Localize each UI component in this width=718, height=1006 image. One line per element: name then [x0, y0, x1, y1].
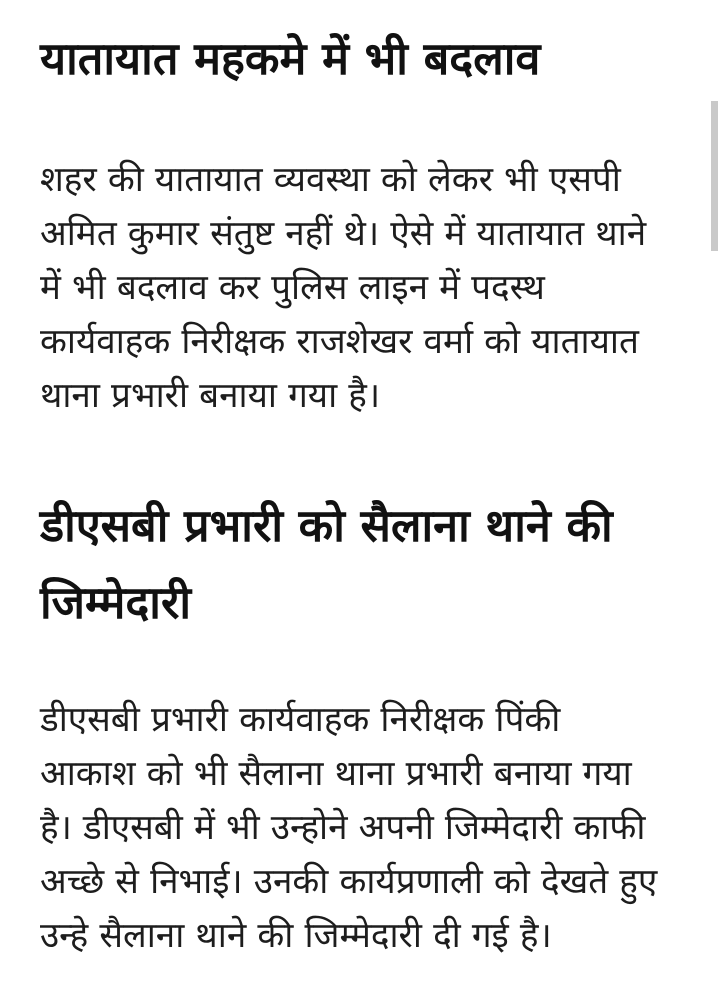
section-traffic-department [40, 20, 684, 423]
paragraph-line: अच्छे से निभाई। उनकी कार्यप्रणाली को देखते हुए [40, 862, 658, 902]
paragraph-line: थाना प्रभारी बनाया गया है। [40, 376, 381, 416]
section-heading [40, 20, 684, 97]
paragraph-line: में भी बदलाव कर पुलिस लाइन में पदस्थ [40, 268, 545, 308]
paragraph-line: है। डीएसबी में भी उन्होने अपनी जिम्मेदारी काफी [40, 808, 646, 848]
paragraph-line: कार्यवाहक निरीक्षक राजशेखर वर्मा को यातायात [40, 322, 639, 362]
section-heading [40, 487, 684, 641]
heading-line: डीएसबी प्रभारी को सैलाना थाने की [40, 499, 613, 552]
paragraph-line: अमित कुमार संतुष्ट नहीं थे। ऐसे में यातायात थाने [40, 214, 647, 254]
section-paragraph [40, 153, 684, 423]
heading-line: यातायात महकमे में भी बदलाव [40, 32, 541, 85]
paragraph-line: डीएसबी प्रभारी कार्यवाहक निरीक्षक पिंकी [40, 700, 561, 740]
paragraph-line: शहर की यातायात व्यवस्था को लेकर भी एसपी [40, 160, 621, 200]
paragraph-line: उन्हे सैलाना थाने की जिम्मेदारी दी गई है। [40, 916, 552, 956]
heading-line: जिम्मेदारी [40, 576, 192, 629]
scrollbar-thumb[interactable] [711, 101, 718, 251]
paragraph-line: आकाश को भी सैलाना थाना प्रभारी बनाया गया [40, 754, 632, 794]
section-paragraph [40, 693, 684, 963]
section-dsb-incharge [40, 487, 684, 963]
